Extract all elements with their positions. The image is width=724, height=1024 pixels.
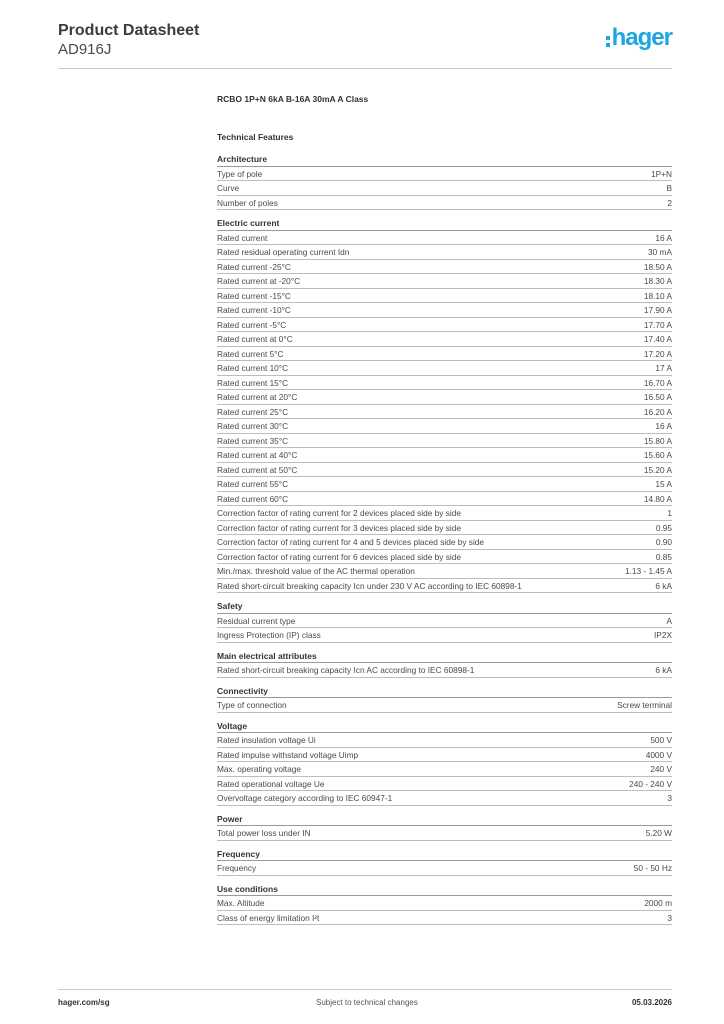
spec-row	[217, 911, 672, 926]
spec-value: 6 kA	[655, 580, 672, 591]
document-title: Product Datasheet	[58, 22, 200, 39]
spec-value: 6 kA	[655, 665, 672, 675]
group-title: Architecture	[217, 153, 672, 167]
spec-value: Screw terminal	[617, 700, 672, 710]
spec-label: Correction factor of rating current for 3 devices placed side by side	[217, 522, 461, 533]
spec-row	[217, 448, 672, 463]
feature-group	[217, 153, 672, 210]
spec-label: Rated operational voltage Ue	[217, 778, 325, 789]
spec-value: 0.90	[655, 537, 672, 547]
spec-row	[217, 463, 672, 478]
spec-label: Ingress Protection (IP) class	[217, 630, 321, 640]
spec-label: Rated current at -20°C	[217, 276, 301, 286]
spec-label: Correction factor of rating current for 2 devices placed side by side	[217, 508, 461, 518]
spec-value: 500 V	[650, 735, 672, 745]
logo-text: hager	[611, 24, 672, 51]
spec-label: Correction factor of rating current for 4 and 5 devices placed side by side	[217, 537, 485, 547]
footer-website: hager.com/sg	[58, 998, 110, 1007]
spec-row	[217, 303, 672, 318]
spec-value: 16 A	[655, 232, 672, 243]
spec-label: Rated current 25°C	[217, 406, 289, 417]
spec-value: 16.20 A	[643, 406, 672, 417]
spec-row	[217, 762, 672, 777]
feature-group	[217, 883, 672, 926]
group-title: Safety	[217, 600, 672, 614]
spec-row	[217, 405, 672, 420]
feature-group	[217, 848, 672, 876]
spec-row	[217, 663, 672, 678]
spec-row	[217, 231, 672, 246]
feature-group	[217, 813, 672, 841]
spec-value: 1.13 - 1.45 A	[624, 566, 672, 576]
spec-row	[217, 896, 672, 911]
spec-label: Rated current 60°C	[217, 493, 289, 504]
spec-label: Rated current -25°C	[217, 261, 291, 272]
spec-value: 17.20 A	[643, 348, 672, 359]
spec-row	[217, 477, 672, 492]
spec-row	[217, 506, 672, 521]
spec-value: 15.20 A	[643, 464, 672, 475]
spec-row	[217, 535, 672, 550]
spec-value: 15.80 A	[643, 435, 672, 446]
spec-value: 16.50 A	[643, 392, 672, 402]
spec-label: Correction factor of rating current for 6 devices placed side by side	[217, 551, 461, 562]
spec-label: Rated current 30°C	[217, 421, 289, 431]
spec-value: 18.30 A	[643, 276, 672, 286]
spec-value: 5.20 W	[645, 828, 672, 838]
spec-row	[217, 614, 672, 629]
datasheet-content	[217, 92, 672, 932]
spec-row	[217, 245, 672, 260]
spec-value: 17.90 A	[643, 305, 672, 315]
spec-value: 2	[667, 197, 672, 208]
product-code: AD916J	[58, 41, 112, 58]
spec-label: Rated current at 50°C	[217, 464, 298, 475]
product-title: RCBO 1P+N 6kA B-16A 30mA A Class	[217, 94, 369, 104]
spec-label: Rated current 55°C	[217, 479, 289, 489]
spec-label: Type of connection	[217, 700, 287, 710]
group-title: Main electrical attributes	[217, 650, 672, 664]
spec-value: B	[666, 183, 672, 193]
spec-label: Rated current 35°C	[217, 435, 289, 446]
spec-label: Rated insulation voltage Ui	[217, 735, 316, 745]
spec-label: Rated current 5°C	[217, 348, 284, 359]
page-header	[58, 20, 672, 68]
spec-label: Curve	[217, 183, 240, 193]
spec-value: 15 A	[655, 479, 672, 489]
spec-label: Number of poles	[217, 197, 278, 208]
spec-value: 3	[667, 912, 672, 923]
feature-group	[217, 217, 672, 593]
spec-value: 15.60 A	[643, 450, 672, 460]
spec-row	[217, 748, 672, 763]
spec-value: 0.95	[655, 522, 672, 533]
spec-value: 17.40 A	[643, 334, 672, 344]
spec-row	[217, 419, 672, 434]
spec-row	[217, 550, 672, 565]
spec-label: Overvoltage category according to IEC 60947-1	[217, 793, 393, 803]
spec-row	[217, 521, 672, 536]
spec-row	[217, 698, 672, 713]
spec-value: 0.85	[655, 551, 672, 562]
spec-label: Frequency	[217, 863, 257, 873]
spec-label: Class of energy limitation I²t	[217, 912, 320, 923]
spec-label: Total power loss under IN	[217, 828, 311, 838]
spec-value: 4000 V	[645, 749, 672, 760]
footer-divider	[58, 989, 672, 990]
spec-row	[217, 181, 672, 196]
feature-group	[217, 720, 672, 806]
spec-label: Residual current type	[217, 615, 296, 626]
spec-value: 1	[667, 508, 672, 518]
spec-row	[217, 791, 672, 806]
group-title: Frequency	[217, 848, 672, 862]
spec-row	[217, 361, 672, 376]
spec-value: 50 - 50 Hz	[633, 863, 672, 873]
spec-label: Rated short-circuit breaking capacity Icn AC according to IEC 60898-1	[217, 665, 475, 675]
spec-row	[217, 376, 672, 391]
spec-row	[217, 434, 672, 449]
spec-row	[217, 777, 672, 792]
spec-value: 14.80 A	[643, 493, 672, 504]
spec-row	[217, 492, 672, 507]
group-title: Connectivity	[217, 685, 672, 699]
logo-dots-icon	[606, 36, 610, 47]
feature-group	[217, 685, 672, 713]
spec-label: Rated current at 0°C	[217, 334, 293, 344]
spec-label: Max. Altitude	[217, 898, 265, 908]
spec-label: Rated current	[217, 232, 268, 243]
spec-row	[217, 318, 672, 333]
spec-value: 18.10 A	[643, 290, 672, 301]
spec-label: Rated current 15°C	[217, 377, 289, 388]
feature-group	[217, 600, 672, 643]
spec-row	[217, 826, 672, 841]
spec-row	[217, 733, 672, 748]
spec-value: 16 A	[655, 421, 672, 431]
spec-value: 240 V	[650, 764, 672, 774]
spec-row	[217, 332, 672, 347]
spec-row	[217, 274, 672, 289]
spec-label: Rated short-circuit breaking capacity Icn under 230 V AC according to IEC 60898-1	[217, 580, 522, 591]
footer-notice: Subject to technical changes	[316, 998, 418, 1007]
spec-label: Max. operating voltage	[217, 764, 301, 774]
spec-row	[217, 579, 672, 594]
spec-row	[217, 628, 672, 643]
spec-label: Rated current -10°C	[217, 305, 291, 315]
spec-value: 16.70 A	[643, 377, 672, 388]
spec-value: 17 A	[655, 363, 672, 373]
spec-label: Rated current at 20°C	[217, 392, 298, 402]
spec-label: Min./max. threshold value of the AC thermal operation	[217, 566, 415, 576]
spec-row	[217, 390, 672, 405]
spec-value: A	[666, 615, 672, 626]
spec-value: IP2X	[654, 630, 672, 640]
group-title: Electric current	[217, 217, 672, 231]
spec-row	[217, 289, 672, 304]
spec-label: Rated impulse withstand voltage Uimp	[217, 749, 359, 760]
spec-label: Rated current -15°C	[217, 290, 291, 301]
group-title: Use conditions	[217, 883, 672, 897]
section-title: Technical Features	[217, 132, 294, 142]
footer-date: 05.03.2026	[631, 998, 672, 1007]
header-divider	[58, 68, 672, 69]
group-title: Voltage	[217, 720, 672, 734]
feature-group	[217, 650, 672, 678]
page-footer	[58, 998, 672, 1010]
spec-label: Rated residual operating current Idn	[217, 247, 350, 257]
spec-value: 2000 m	[644, 898, 672, 908]
spec-value: 17.70 A	[643, 319, 672, 330]
spec-row	[217, 347, 672, 362]
spec-row	[217, 196, 672, 211]
spec-row	[217, 260, 672, 275]
spec-value: 1P+N	[651, 168, 672, 179]
spec-value: 30 mA	[648, 247, 672, 257]
spec-row	[217, 861, 672, 876]
spec-value: 3	[667, 793, 672, 803]
spec-label: Rated current at 40°C	[217, 450, 298, 460]
spec-value: 18.50 A	[643, 261, 672, 272]
spec-row	[217, 167, 672, 182]
spec-label: Rated current 10°C	[217, 363, 289, 373]
group-title: Power	[217, 813, 672, 827]
spec-label: Type of pole	[217, 168, 263, 179]
feature-groups	[217, 153, 672, 925]
spec-label: Rated current -5°C	[217, 319, 287, 330]
spec-value: 240 - 240 V	[629, 778, 672, 789]
hager-logo	[606, 26, 672, 50]
spec-row	[217, 564, 672, 579]
